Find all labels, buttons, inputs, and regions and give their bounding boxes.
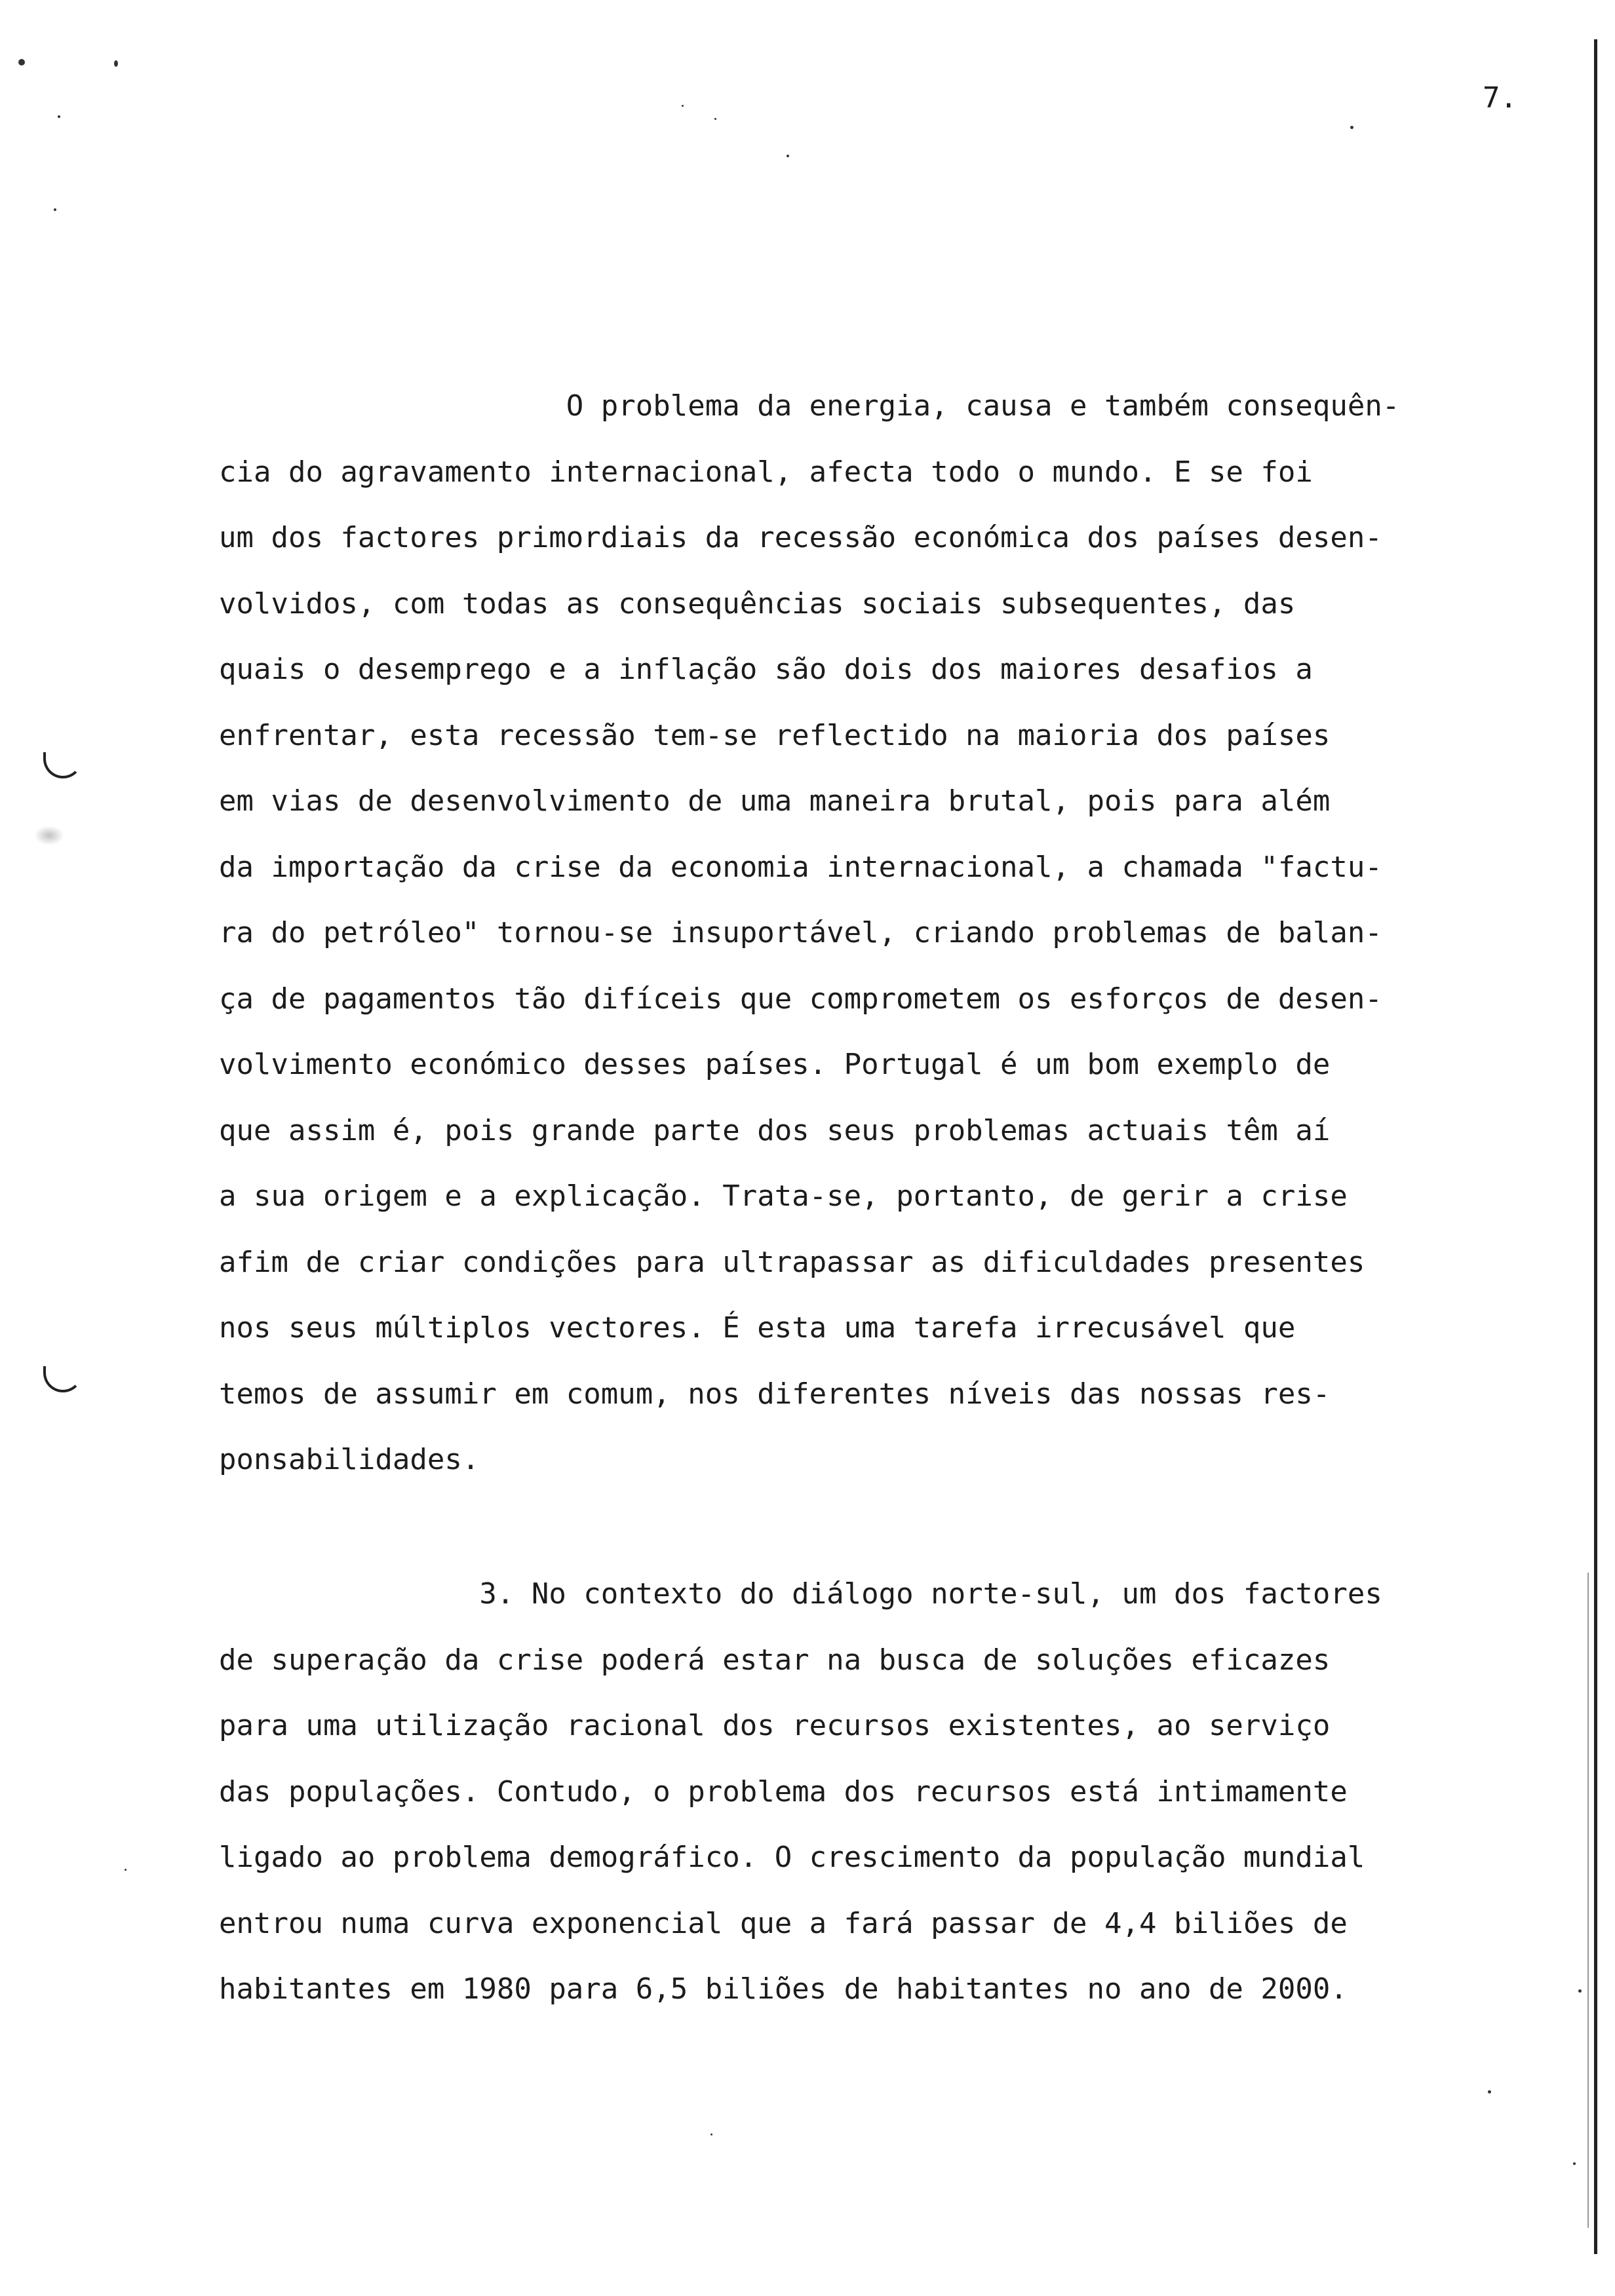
scan-speck [787, 155, 789, 157]
text-line: de superação da crise poderá estar na busca de soluções eficazes [219, 1643, 1331, 1677]
text-line: que assim é, pois grande parte dos seus problemas actuais têm aí [219, 1113, 1331, 1147]
text-line: entrou numa curva exponencial que a fará passar de 4,4 biliões de [219, 1906, 1348, 1940]
text-line: quais o desemprego e a inflação são dois dos maiores desafios a [219, 653, 1313, 686]
text-line: volvidos, com todas as consequências sociais subsequentes, das [219, 586, 1296, 621]
scan-smudge [34, 826, 64, 845]
paragraph-energy-problem [219, 373, 1399, 1493]
paragraph-north-south-dialogue [219, 1561, 1382, 2023]
punch-hole-mark [43, 752, 83, 778]
scan-speck [114, 60, 118, 67]
text-line: em vias de desenvolvimento de uma maneira brutal, pois para além [219, 784, 1331, 818]
text-line: afim de criar condições para ultrapassar as dificuldades presentes [219, 1245, 1365, 1279]
text-line: habitantes em 1980 para 6,5 biliões de habitantes no ano de 2000. [219, 1972, 1348, 2006]
text-line: para uma utilização racional dos recursos existentes, ao serviço [219, 1709, 1331, 1742]
text-line: ça de pagamentos tão difíceis que comprometem os esforços de desen- [219, 982, 1382, 1016]
text-line: temos de assumir em comum, nos diferentes níveis das nossas res- [219, 1377, 1331, 1411]
scan-speck [125, 1869, 126, 1871]
scan-edge-line-secondary [1587, 1573, 1589, 2228]
punch-hole-mark [43, 1366, 83, 1392]
text-line: das populações. Contudo, o problema dos recursos está intimamente [219, 1774, 1348, 1808]
scan-speck [682, 105, 684, 107]
text-line: O problema da energia, causa e também consequên- [219, 389, 1400, 423]
scan-speck [58, 115, 60, 118]
text-line: ligado ao problema demográfico. O crescimento da população mundial [219, 1841, 1365, 1874]
text-line: ra do petróleo" tornou-se insuportável, criando problemas de balan- [219, 916, 1382, 949]
text-line: nos seus múltiplos vectores. É esta uma tarefa irrecusável que [219, 1311, 1296, 1345]
text-line: volvimento económico desses países. Portugal é um bom exemplo de [219, 1048, 1331, 1081]
scan-speck [1350, 126, 1353, 129]
scan-speck [714, 118, 716, 120]
text-line: 3. No contexto do diálogo norte-sul, um dos factores [219, 1577, 1382, 1611]
text-line: da importação da crise da economia internacional, a chamada "factu- [219, 850, 1382, 884]
scan-speck [18, 59, 25, 66]
scan-speck [1573, 2162, 1576, 2165]
scan-speck [710, 2133, 712, 2135]
scan-edge-line [1594, 39, 1597, 2254]
text-line: a sua origem e a explicação. Trata-se, portanto, de gerir a crise [219, 1179, 1348, 1213]
text-line: enfrentar, esta recessão tem-se reflectido na maioria dos países [219, 718, 1331, 752]
text-line: cia do agravamento internacional, afecta todo o mundo. E se foi [219, 455, 1313, 489]
text-line: um dos factores primordiais da recessão económica dos países desen- [219, 521, 1382, 554]
scan-speck [1578, 1989, 1582, 1993]
scan-speck [54, 208, 56, 211]
scan-speck [1488, 2090, 1491, 2094]
page-number: 7. [1483, 81, 1517, 115]
text-line: ponsabilidades. [219, 1443, 480, 1476]
